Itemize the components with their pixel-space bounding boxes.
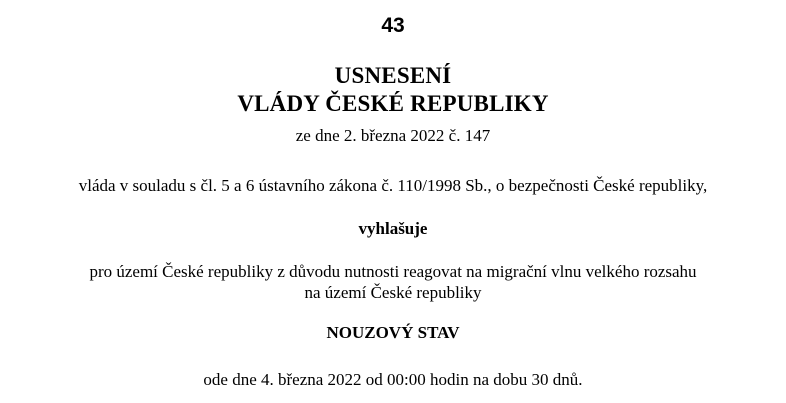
- legal-basis-text: vláda v souladu s čl. 5 a 6 ústavního zákona č. 110/1998 Sb., o bezpečnosti České republiky,: [78, 176, 708, 195]
- emergency-state-heading: NOUZOVÝ STAV: [326, 323, 460, 342]
- declaration-verb: vyhlašuje: [358, 219, 428, 238]
- emergency-period-text: ode dne 4. března 2022 od 00:00 hodin na dobu 30 dnů.: [203, 370, 583, 389]
- territory-text-line-1: pro území České republiky z důvodu nutnosti reagovat na migrační vlnu velkého rozsahu: [89, 262, 697, 281]
- resolution-date: ze dne 2. března 2022 č. 147: [295, 126, 491, 145]
- territory-text-line-2: na území České republiky: [304, 283, 482, 302]
- page-number: 43: [381, 14, 405, 37]
- document-title-line-1: USNESENÍ: [334, 63, 452, 88]
- document-title-line-2: VLÁDY ČESKÉ REPUBLIKY: [237, 91, 549, 116]
